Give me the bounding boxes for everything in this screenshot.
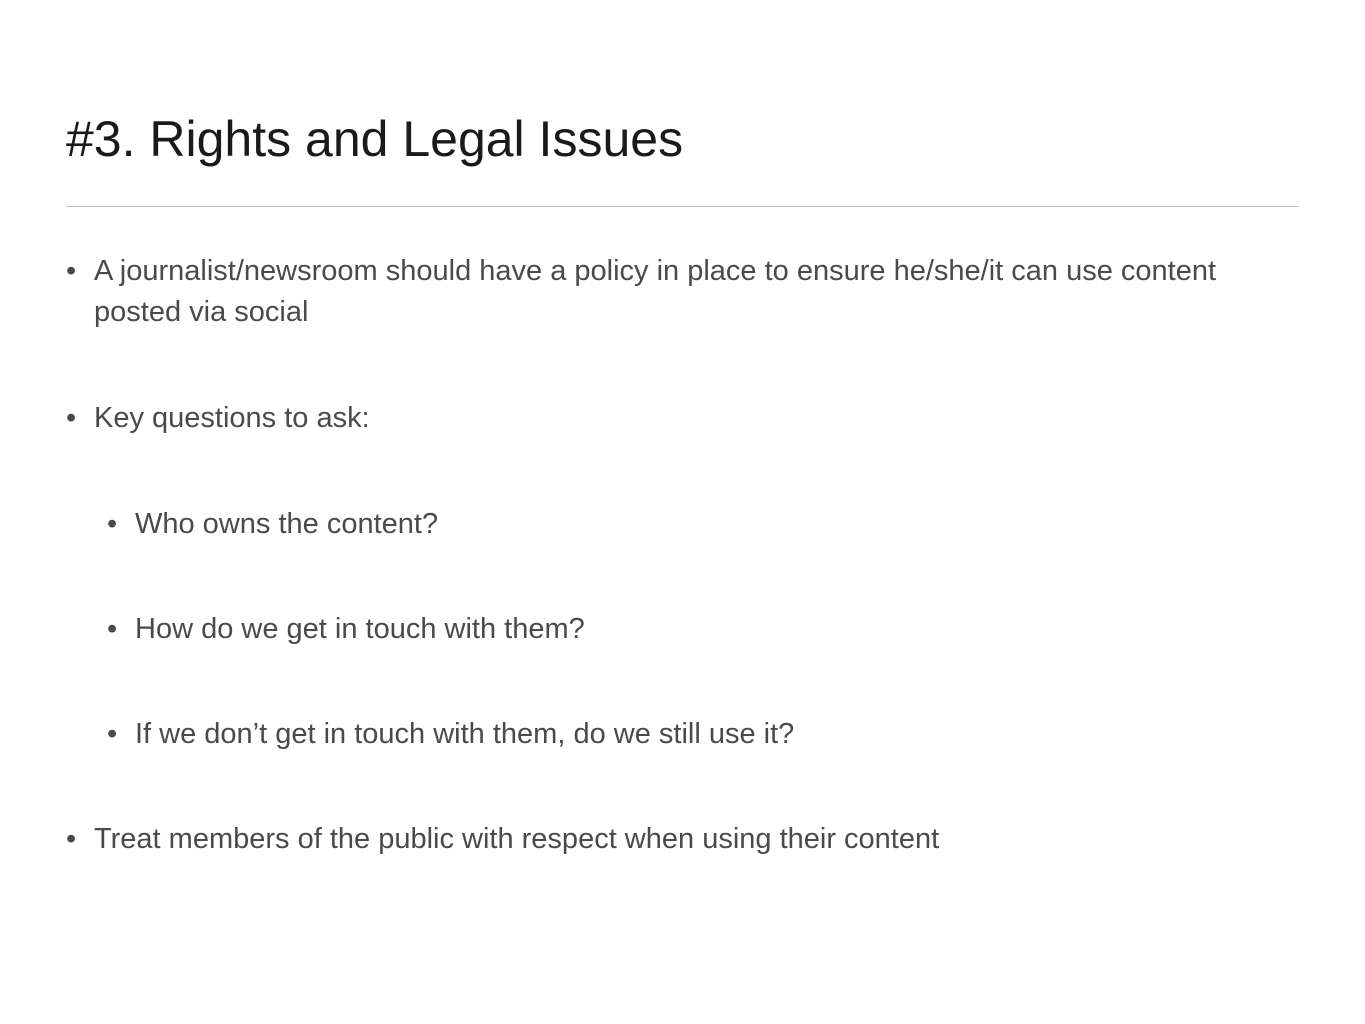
bullet-icon: •: [66, 823, 77, 855]
bullet-item-key-questions: [66, 398, 1294, 439]
bullet-item-respect: [66, 819, 1294, 860]
slide-title: #3. Rights and Legal Issues: [66, 111, 684, 167]
bullet-icon: •: [66, 402, 77, 434]
sub-bullet-item-contact: [107, 609, 1285, 650]
bullet-text: Who owns the content?: [135, 508, 439, 540]
bullet-icon: •: [66, 255, 77, 287]
bullet-text: If we don’t get in touch with them, do we still use it?: [135, 718, 795, 750]
bullet-text: Key questions to ask:: [94, 402, 370, 434]
bullet-icon: •: [107, 718, 118, 750]
bullet-text: Treat members of the public with respect when using their content: [94, 823, 940, 855]
title-divider: [66, 206, 1298, 207]
bullet-text: How do we get in touch with them?: [135, 613, 585, 645]
sub-bullet-item-owner: [107, 504, 1285, 545]
bullet-item-policy: [66, 251, 1294, 333]
bullet-text: A journalist/newsroom should have a policy in place to ensure he/she/it can use content posted via social: [94, 255, 1217, 328]
bullet-icon: •: [107, 508, 118, 540]
sub-bullet-item-still-use: [107, 714, 1285, 755]
bullet-icon: •: [107, 613, 118, 645]
